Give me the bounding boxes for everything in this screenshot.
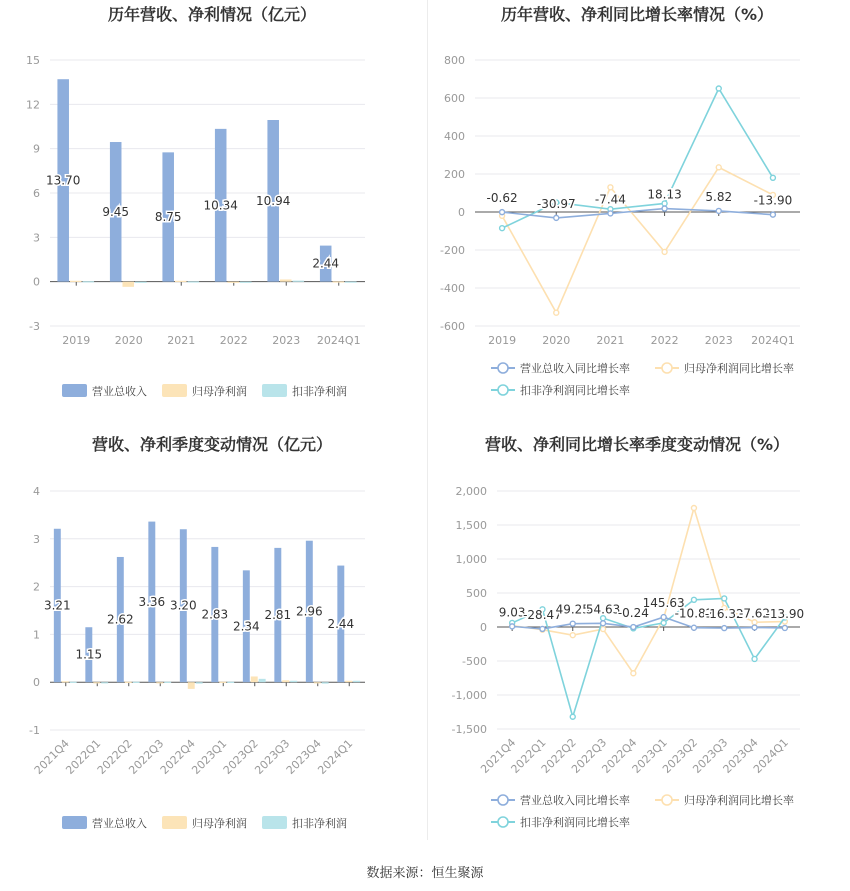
legend-label: 营业总收入 [92,817,147,830]
quarterly-growth-rate-panel [425,430,850,860]
bar-deducted-profit [164,682,171,683]
point-deducted-growth [691,597,696,602]
line-data-label: 49.25 [555,602,590,617]
point-net-profit-growth [608,185,613,190]
bar-net-profit [219,682,226,683]
annual-revenue-profit-chart [0,0,425,430]
legend-label: 营业总收入同比增长率 [520,794,630,807]
y-tick-label: -200 [440,244,465,257]
bar-deducted-profit [259,679,266,682]
annual-growth-rate-panel [425,0,850,430]
y-tick-label: 0 [458,206,465,219]
x-tick-label: 2023 [272,334,301,347]
bar-net-profit [175,281,187,282]
bar-data-label: 8.75 [154,210,182,225]
point-revenue-growth [722,626,727,631]
bar-net-profit [122,282,134,287]
bar-deducted-profit [240,282,252,283]
point-revenue-growth [570,621,575,626]
bar-deducted-profit [345,282,357,283]
line-data-label: 9.03 [498,605,526,620]
legend-swatch [162,816,187,829]
bar-deducted-profit [70,682,77,683]
x-tick-label: 2022Q4 [157,736,198,777]
point-revenue-growth [540,626,545,631]
point-net-profit-growth [570,633,575,638]
x-tick-label: 2023Q4 [283,736,324,777]
point-net-profit-growth [601,627,606,632]
bar-deducted-profit [101,682,108,683]
legend-label: 营业总收入 [92,385,147,398]
line-data-label: 54.63 [585,602,621,617]
y-tick-label: 0 [480,621,487,634]
bar-data-label: 2.83 [201,607,229,622]
point-net-profit-growth [691,506,696,511]
point-revenue-growth [782,625,787,630]
y-tick-label: 0 [33,676,40,690]
x-tick-label: 2021Q4 [31,736,72,777]
annual-growth-rate-chart [425,0,850,430]
bar-deducted-profit [227,682,234,683]
x-tick-label: 2022Q2 [94,736,135,777]
x-tick-label: 2022Q3 [569,735,610,776]
y-tick-label: -1 [29,724,40,737]
y-tick-label: 3 [33,231,40,245]
bar-deducted-profit [135,282,147,283]
x-tick-label: 2021 [596,334,625,347]
quarterly-revenue-profit-panel [0,430,425,860]
line-data-label: -13.90 [765,606,805,621]
legend-marker [662,363,672,373]
x-tick-label: 2020 [114,334,143,347]
bar-net-profit [62,681,69,682]
legend-label: 扣非净利润同比增长率 [520,816,630,829]
y-tick-label: 200 [444,168,465,181]
line-data-label: -28.47 [523,607,562,622]
bar-net-profit [93,682,100,683]
bar-net-profit [188,682,195,689]
bar-data-label: 10.34 [203,198,238,213]
bar-net-profit [125,682,132,683]
legend-swatch [62,816,87,829]
y-tick-label: -500 [462,655,487,668]
bar-deducted-profit [83,281,95,282]
x-tick-label: 2023Q1 [629,735,670,776]
legend-marker [498,363,508,373]
line-data-label: -0.62 [486,191,518,206]
y-tick-label: 1,000 [455,553,487,566]
legend-label: 扣非净利润 [292,385,347,398]
y-tick-label: 800 [444,54,465,67]
y-tick-label: 12 [26,98,40,112]
bar-net-profit [314,682,321,683]
x-tick-label: 2024Q1 [316,334,361,347]
line-net-profit-growth [502,167,773,312]
point-deducted-growth [722,596,727,601]
x-tick-label: 2019 [488,334,517,347]
bar-data-label: 2.44 [312,256,340,271]
point-revenue-growth [500,210,505,215]
point-deducted-growth [752,656,757,661]
legend-swatch [62,384,87,397]
x-tick-label: 2019 [62,334,91,347]
bar-deducted-profit [353,681,360,682]
chart-title: 营收、净利同比增长率季度变动情况（%） [484,435,790,454]
point-deducted-growth [500,226,505,231]
chart-title: 历年营收、净利情况（亿元） [107,5,317,24]
bar-data-label: 3.20 [169,598,197,613]
bar-data-label: 2.44 [327,616,355,631]
bar-deducted-profit [322,682,329,683]
bar-data-label: 3.36 [138,594,166,609]
bar-data-label: 2.96 [295,604,323,619]
legend-marker [662,795,672,805]
bar-net-profit [332,281,344,282]
x-tick-label: 2023Q2 [220,736,261,777]
point-revenue-growth [601,621,606,626]
legend-label: 归母净利润 [192,817,247,830]
legend-swatch [262,816,287,829]
x-tick-label: 2023Q4 [720,735,761,776]
legend-swatch [262,384,287,397]
x-tick-label: 2022Q1 [508,735,549,776]
quarterly-growth-rate-chart [425,430,850,860]
bar-data-label: 10.94 [256,193,291,208]
line-data-label: -30.97 [536,196,576,211]
bar-deducted-profit [188,281,200,282]
chart-title: 营收、净利季度变动情况（亿元） [91,435,333,454]
y-tick-label: 15 [26,54,40,67]
bar-deducted-profit [290,681,297,682]
x-tick-label: 2020 [542,334,571,347]
data-source-note: 数据来源：恒生聚源 [366,866,484,881]
point-revenue-growth [554,215,559,220]
x-tick-label: 2023 [704,334,733,347]
bar-net-profit [70,281,82,282]
bar-data-label: 2.34 [232,619,260,634]
legend-label: 归母净利润 [192,385,247,398]
bar-data-label: 13.70 [46,173,81,188]
y-tick-label: 500 [466,587,487,600]
point-revenue-growth [691,625,696,630]
bar-deducted-profit [196,682,203,683]
point-revenue-growth [608,211,613,216]
legend-label: 营业总收入同比增长率 [520,362,630,375]
point-deducted-growth [570,714,575,719]
y-tick-label: 9 [33,142,40,156]
y-tick-label: 1,500 [455,519,487,532]
y-tick-label: -3 [29,320,40,333]
bar-data-label: 2.62 [106,612,134,627]
bar-net-profit [282,680,289,682]
line-data-label: -7.62 [739,606,771,621]
y-tick-label: 1 [33,628,40,642]
quarterly-revenue-profit-chart [0,430,425,860]
bar-data-label: 2.81 [264,608,292,623]
line-data-label: -10.82 [674,606,714,621]
bar-deducted-profit [293,281,305,282]
bar-net-profit [156,682,163,683]
point-deducted-growth [662,201,667,206]
y-tick-label: 0 [33,275,40,289]
line-data-label: -13.90 [753,193,793,208]
line-data-label: -0.24 [617,606,649,621]
y-tick-label: -1,000 [451,689,487,702]
x-tick-label: 2023Q3 [252,736,293,777]
point-net-profit-growth [716,165,721,170]
point-net-profit-growth [554,310,559,315]
y-tick-label: -400 [440,282,465,295]
bar-data-label: 9.45 [102,204,130,219]
x-tick-label: 2023Q3 [690,735,731,776]
x-tick-label: 2022 [219,334,248,347]
line-data-label: -16.32 [704,607,744,622]
y-tick-label: 2 [33,580,40,594]
x-tick-label: 2024Q1 [750,735,791,776]
x-tick-label: 2023Q2 [660,735,701,776]
legend-label: 归母净利润同比增长率 [684,794,794,807]
y-tick-label: 2,000 [455,485,487,498]
point-revenue-growth [662,206,667,211]
x-tick-label: 2023Q1 [189,736,230,777]
x-tick-label: 2022 [650,334,679,347]
x-tick-label: 2021Q4 [478,735,519,776]
point-revenue-growth [631,625,636,630]
x-tick-label: 2022Q2 [538,735,579,776]
legend-label: 扣非净利润 [292,817,347,830]
annual-revenue-profit-panel [0,0,425,430]
legend-label: 扣非净利润同比增长率 [520,384,630,397]
y-tick-label: -600 [440,320,465,333]
x-tick-label: 2024Q1 [315,736,356,777]
bar-data-label: 1.15 [75,647,103,662]
y-tick-label: 600 [444,92,465,105]
line-data-label: 145.63 [642,596,685,611]
bar-deducted-profit [133,682,140,683]
point-revenue-growth [716,208,721,213]
point-revenue-growth [661,615,666,620]
y-tick-label: 6 [33,187,40,200]
bar-net-profit [227,282,239,283]
bar-net-profit [345,681,352,682]
legend-swatch [162,384,187,397]
bar-net-profit [251,676,258,682]
x-tick-label: 2022Q1 [63,736,104,777]
point-deducted-growth [716,86,721,91]
line-data-label: 5.82 [705,189,733,204]
point-revenue-growth [752,625,757,630]
y-tick-label: 3 [33,532,40,546]
point-deducted-growth [661,620,666,625]
legend-marker [498,385,508,395]
point-net-profit-growth [662,249,667,254]
legend-label: 归母净利润同比增长率 [684,362,794,375]
point-revenue-growth [510,624,515,629]
bar-net-profit [280,279,292,281]
y-tick-label: 4 [33,485,40,498]
x-tick-label: 2022Q4 [599,735,640,776]
legend-marker [498,817,508,827]
x-tick-label: 2021 [167,334,196,347]
legend-marker [498,795,508,805]
point-deducted-growth [770,175,775,180]
point-deducted-growth [601,616,606,621]
bar-data-label: 3.21 [43,598,71,613]
line-data-label: -7.44 [594,192,626,207]
chart-title: 历年营收、净利同比增长率情况（%） [500,5,774,24]
x-tick-label: 2024Q1 [751,334,795,347]
y-tick-label: 400 [444,130,465,143]
line-data-label: 18.13 [647,187,682,202]
x-tick-label: 2022Q3 [126,736,167,777]
point-revenue-growth [770,212,775,217]
point-net-profit-growth [631,671,636,676]
y-tick-label: -1,500 [451,723,487,736]
